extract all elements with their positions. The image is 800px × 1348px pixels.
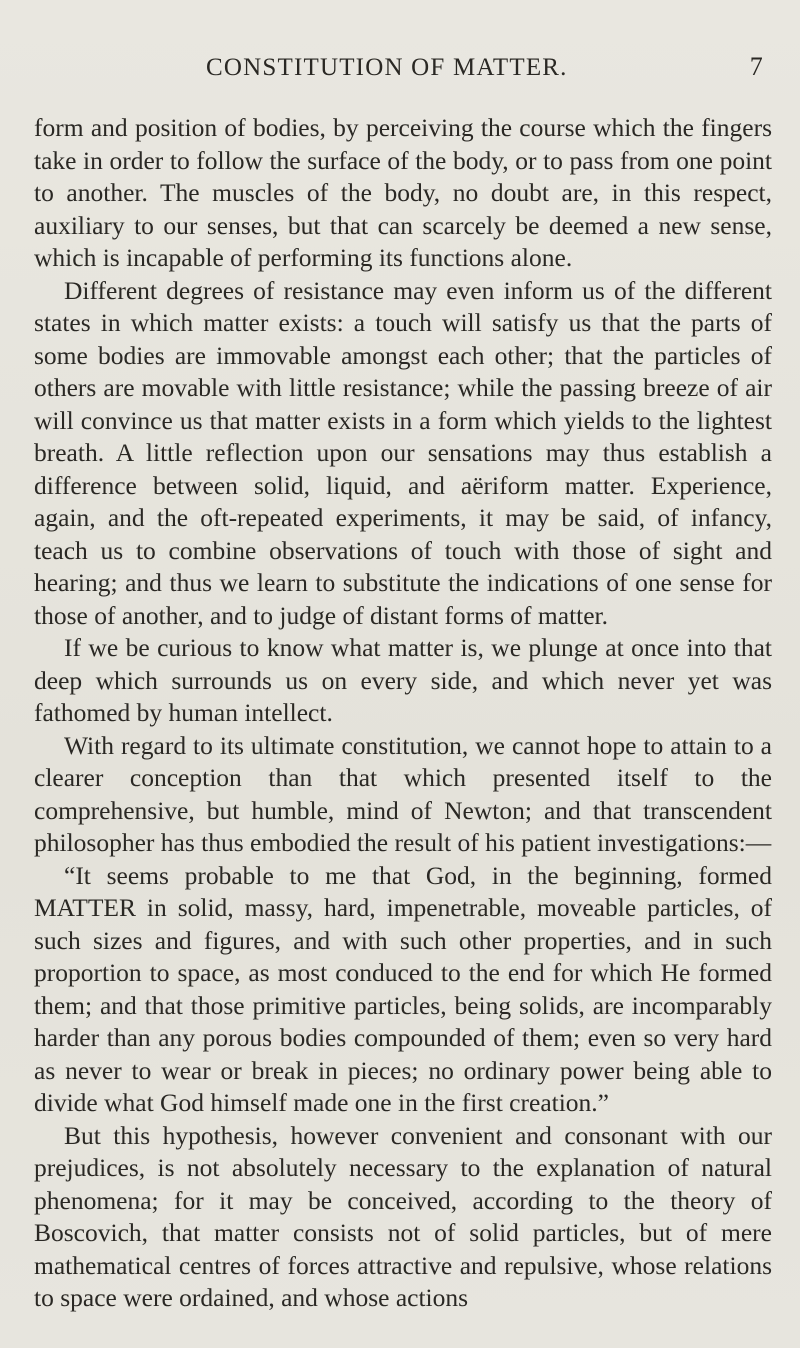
body-text bbox=[34, 112, 772, 1315]
paragraph: Different degrees of resistance may even inform us of the different states in which matter exists: a touch will satisfy us that the parts of some bodies are immovable amongst each other; that the particles of others are movable with little resistance; while the passing breeze of air will convince us that matter exists in a form which yields to the lightest breath. A little reflection upon our sensations may thus establish a difference between solid, liquid, and aëriform matter. Experience, again, and the oft-repeated experiments, it may be said, of infancy, teach us to combine observations of touch with those of sight and hearing; and thus we learn to substitute the indications of one sense for those of another, and to judge of distant forms of matter. bbox=[34, 275, 772, 630]
newton-quotation: “It seems probable to me that God, in the beginning, formed MATTER in solid, massy, hard, impenetrable, moveable particles, of such sizes and figures, and with such other properties, and in such proportion to space, as most conduced to the end for which He formed them; and that those primitive particles, being solids, are incomparably harder than any porous bodies compounded of them; even so very hard as never to wear or break in pieces; no ordinary power being able to divide what God himself made one in the first creation.” bbox=[34, 860, 772, 1117]
running-title: CONSTITUTION OF MATTER. bbox=[206, 54, 568, 81]
paragraph: If we be curious to know what matter is, we plunge at once into that deep which surrounds us on every side, and which never yet was fathomed by human intellect. bbox=[34, 633, 772, 727]
paragraph: But this hypothesis, however convenient and consonant with our prejudices, is not absolutely necessary to the explanation of natural phenomena; for it may be conceived, according to the theory of Boscovich, that matter consists not of solid particles, but of mere mathematical centres of forces attractive and repulsive, whose relations to space were ordained, and whose actions bbox=[34, 1120, 772, 1312]
page-number: 7 bbox=[749, 52, 764, 81]
running-head bbox=[206, 52, 764, 92]
paragraph: form and position of bodies, by perceiving the course which the fingers take in order to follow the surface of the body, or to pass from one point to another. The muscles of the body, no doubt are, in this respect, auxiliary to our senses, but that can scarcely be deemed a new sense, which is incapable of performing its functions alone. bbox=[34, 113, 772, 272]
paragraph: With regard to its ultimate constitution, we cannot hope to attain to a clearer conception than that which presented itself to the comprehensive, but humble, mind of Newton; and that transcendent philosopher has thus embodied the result of his patient investigations:— bbox=[34, 730, 772, 857]
